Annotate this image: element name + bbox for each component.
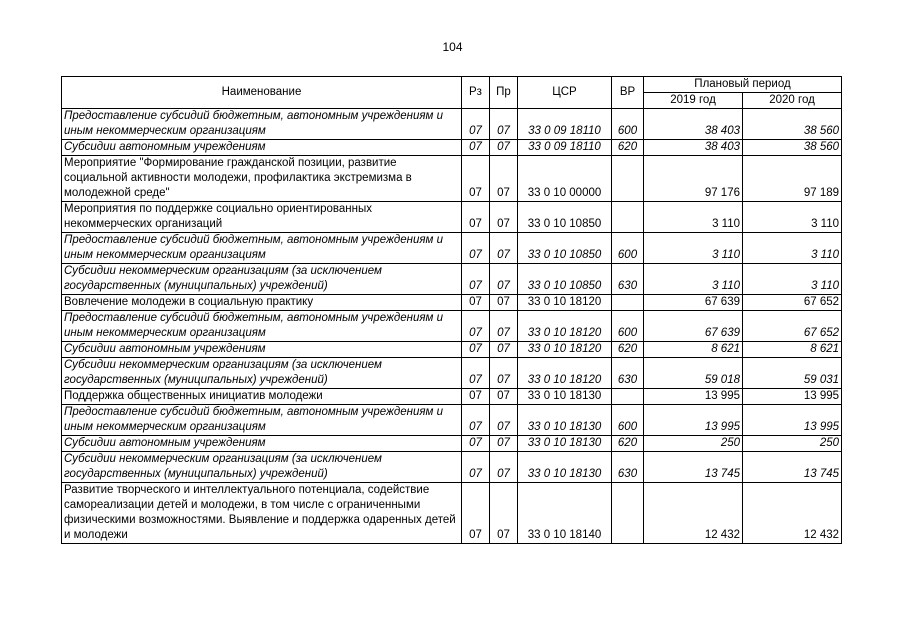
- table-row: [62, 342, 842, 358]
- header-vr: ВР: [612, 77, 644, 109]
- table-row: [62, 483, 842, 544]
- budget-table: [61, 76, 842, 544]
- row-name: Предоставление субсидий бюджетным, автономным учреждениям и иным некоммерческим организациям: [62, 109, 462, 140]
- row-name: Предоставление субсидий бюджетным, автономным учреждениям и иным некоммерческим организациям: [62, 311, 462, 342]
- row-vr: 600: [612, 405, 644, 436]
- row-rz: 07: [462, 140, 490, 156]
- header-row: [62, 77, 842, 93]
- row-value-2019: 3 110: [644, 202, 743, 233]
- row-value-2020: 250: [743, 436, 842, 452]
- row-vr: 630: [612, 264, 644, 295]
- row-rz: 07: [462, 202, 490, 233]
- row-value-2020: 8 621: [743, 342, 842, 358]
- row-pr: 07: [490, 405, 518, 436]
- row-value-2020: 3 110: [743, 264, 842, 295]
- row-rz: 07: [462, 156, 490, 202]
- row-rz: 07: [462, 389, 490, 405]
- row-csr: 33 0 10 18130: [518, 405, 612, 436]
- row-pr: 07: [490, 389, 518, 405]
- row-rz: 07: [462, 311, 490, 342]
- table-row: [62, 264, 842, 295]
- row-value-2019: 13 995: [644, 389, 743, 405]
- row-csr: 33 0 10 00000: [518, 156, 612, 202]
- row-value-2020: 13 995: [743, 389, 842, 405]
- row-rz: 07: [462, 483, 490, 544]
- row-rz: 07: [462, 295, 490, 311]
- row-value-2019: 67 639: [644, 311, 743, 342]
- table-row: [62, 452, 842, 483]
- header-rz: Рз: [462, 77, 490, 109]
- row-value-2020: 13 745: [743, 452, 842, 483]
- row-value-2019: 12 432: [644, 483, 743, 544]
- table-row: [62, 156, 842, 202]
- row-vr: 620: [612, 436, 644, 452]
- row-value-2020: 12 432: [743, 483, 842, 544]
- row-pr: 07: [490, 109, 518, 140]
- row-csr: 33 0 10 18120: [518, 295, 612, 311]
- table-row: [62, 109, 842, 140]
- page-number: 104: [442, 40, 463, 54]
- row-csr: 33 0 10 10850: [518, 233, 612, 264]
- row-value-2019: 59 018: [644, 358, 743, 389]
- table-row: [62, 389, 842, 405]
- table-body: [62, 109, 842, 544]
- header-year-2019: 2019 год: [644, 93, 743, 109]
- row-name: Мероприятия по поддержке социально ориентированных некоммерческих организаций: [62, 202, 462, 233]
- row-value-2019: 13 745: [644, 452, 743, 483]
- row-value-2020: 38 560: [743, 109, 842, 140]
- row-value-2020: 59 031: [743, 358, 842, 389]
- row-value-2020: 67 652: [743, 311, 842, 342]
- row-csr: 33 0 10 18120: [518, 358, 612, 389]
- row-csr: 33 0 10 18120: [518, 342, 612, 358]
- row-vr: [612, 389, 644, 405]
- row-pr: 07: [490, 156, 518, 202]
- table-row: [62, 358, 842, 389]
- row-value-2020: 38 560: [743, 140, 842, 156]
- row-value-2019: 67 639: [644, 295, 743, 311]
- row-vr: 630: [612, 452, 644, 483]
- table-row: [62, 140, 842, 156]
- row-name: Субсидии некоммерческим организациям (за исключением государственных (муниципальных) учреждений): [62, 264, 462, 295]
- table-row: [62, 202, 842, 233]
- row-value-2019: 250: [644, 436, 743, 452]
- row-name: Предоставление субсидий бюджетным, автономным учреждениям и иным некоммерческим организациям: [62, 233, 462, 264]
- row-pr: 07: [490, 233, 518, 264]
- table-row: [62, 436, 842, 452]
- row-value-2020: 13 995: [743, 405, 842, 436]
- row-csr: 33 0 10 10850: [518, 264, 612, 295]
- row-rz: 07: [462, 452, 490, 483]
- row-vr: 600: [612, 233, 644, 264]
- header-name: Наименование: [62, 77, 462, 109]
- row-csr: 33 0 10 10850: [518, 202, 612, 233]
- row-pr: 07: [490, 264, 518, 295]
- row-value-2019: 38 403: [644, 109, 743, 140]
- row-vr: [612, 156, 644, 202]
- row-vr: [612, 295, 644, 311]
- table-row: [62, 295, 842, 311]
- row-name: Предоставление субсидий бюджетным, автономным учреждениям и иным некоммерческим организациям: [62, 405, 462, 436]
- row-value-2019: 97 176: [644, 156, 743, 202]
- header-pr: Пр: [490, 77, 518, 109]
- row-pr: 07: [490, 342, 518, 358]
- row-vr: 620: [612, 342, 644, 358]
- row-value-2020: 67 652: [743, 295, 842, 311]
- row-vr: [612, 483, 644, 544]
- row-value-2019: 13 995: [644, 405, 743, 436]
- header-plan-period: Плановый период: [644, 77, 842, 93]
- row-csr: 33 0 09 18110: [518, 109, 612, 140]
- row-pr: 07: [490, 295, 518, 311]
- row-pr: 07: [490, 311, 518, 342]
- row-vr: 630: [612, 358, 644, 389]
- row-rz: 07: [462, 342, 490, 358]
- row-csr: 33 0 10 18120: [518, 311, 612, 342]
- row-rz: 07: [462, 436, 490, 452]
- row-name: Субсидии автономным учреждениям: [62, 140, 462, 156]
- row-name: Субсидии автономным учреждениям: [62, 436, 462, 452]
- row-csr: 33 0 10 18130: [518, 436, 612, 452]
- row-pr: 07: [490, 483, 518, 544]
- row-pr: 07: [490, 452, 518, 483]
- row-name: Субсидии автономным учреждениям: [62, 342, 462, 358]
- header-year-2020: 2020 год: [743, 93, 842, 109]
- row-rz: 07: [462, 405, 490, 436]
- row-csr: 33 0 09 18110: [518, 140, 612, 156]
- row-name: Субсидии некоммерческим организациям (за исключением государственных (муниципальных) учреждений): [62, 358, 462, 389]
- row-name: Субсидии некоммерческим организациям (за исключением государственных (муниципальных) учреждений): [62, 452, 462, 483]
- row-csr: 33 0 10 18130: [518, 389, 612, 405]
- row-value-2019: 3 110: [644, 264, 743, 295]
- row-value-2019: 8 621: [644, 342, 743, 358]
- row-rz: 07: [462, 233, 490, 264]
- row-name: Развитие творческого и интеллектуального потенциала, содействие самореализации детей и молодежи, в том числе с ограниченными физическими возможностями. Выявление и поддержка одаренных детей и молодежи: [62, 483, 462, 544]
- header-csr: ЦСР: [518, 77, 612, 109]
- row-name: Поддержка общественных инициатив молодежи: [62, 389, 462, 405]
- row-pr: 07: [490, 202, 518, 233]
- row-pr: 07: [490, 358, 518, 389]
- row-pr: 07: [490, 436, 518, 452]
- row-vr: 600: [612, 109, 644, 140]
- table-row: [62, 311, 842, 342]
- row-value-2020: 97 189: [743, 156, 842, 202]
- row-vr: 620: [612, 140, 644, 156]
- table-row: [62, 233, 842, 264]
- row-pr: 07: [490, 140, 518, 156]
- row-vr: [612, 202, 644, 233]
- row-value-2020: 3 110: [743, 202, 842, 233]
- row-rz: 07: [462, 264, 490, 295]
- row-name: Мероприятие "Формирование гражданской позиции, развитие социальной активности молодежи, профилактика экстремизма в молодежной среде": [62, 156, 462, 202]
- row-csr: 33 0 10 18130: [518, 452, 612, 483]
- row-vr: 600: [612, 311, 644, 342]
- row-rz: 07: [462, 109, 490, 140]
- row-value-2020: 3 110: [743, 233, 842, 264]
- row-csr: 33 0 10 18140: [518, 483, 612, 544]
- row-name: Вовлечение молодежи в социальную практику: [62, 295, 462, 311]
- row-value-2019: 38 403: [644, 140, 743, 156]
- table-row: [62, 405, 842, 436]
- row-value-2019: 3 110: [644, 233, 743, 264]
- row-rz: 07: [462, 358, 490, 389]
